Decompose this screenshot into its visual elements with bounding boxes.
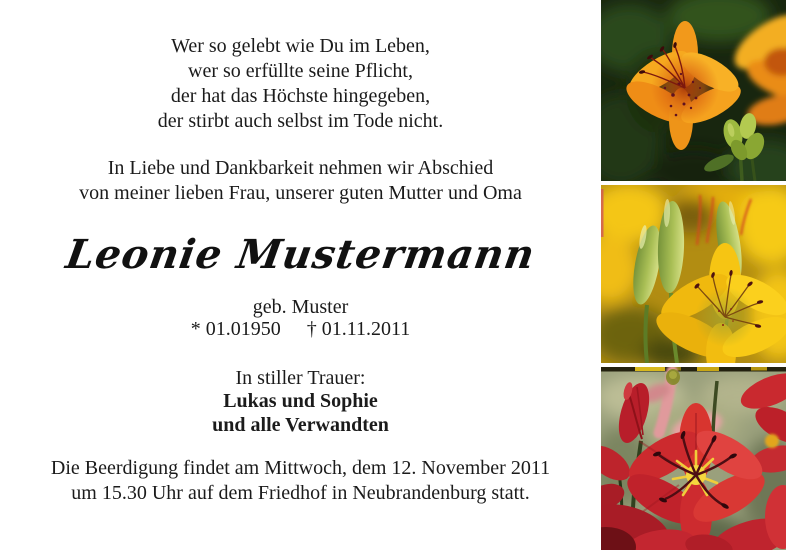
mourner-line: Lukas und Sophie bbox=[223, 390, 378, 412]
farewell-statement bbox=[0, 156, 601, 206]
orange-lily-illustration bbox=[601, 0, 786, 181]
mourners-names bbox=[0, 389, 601, 437]
yellow-lilies-photo bbox=[601, 185, 786, 363]
farewell-line: In Liebe und Dankbarkeit nehmen wir Abschied bbox=[107, 157, 494, 179]
death-date: † 01.11.2011 bbox=[306, 318, 411, 340]
mourner-line: und alle Verwandten bbox=[212, 414, 389, 436]
funeral-details bbox=[0, 456, 601, 506]
maiden-name: geb. Muster bbox=[252, 296, 349, 318]
birth-date: * 01.01950 bbox=[190, 318, 281, 340]
funeral-line: Die Beerdigung findet am Mittwoch, dem 12. November 2011 bbox=[50, 457, 551, 479]
verse-line: wer so erfüllte seine Pflicht, bbox=[188, 60, 413, 82]
life-dates bbox=[0, 317, 601, 342]
farewell-line: von meiner lieben Frau, unserer guten Mutter und Oma bbox=[79, 182, 522, 204]
verse-line: der hat das Höchste hingegeben, bbox=[170, 85, 431, 107]
deceased-name: Leonie Mustermann bbox=[62, 231, 539, 278]
verse-line: der stirbt auch selbst im Tode nicht. bbox=[157, 110, 444, 132]
orange-lily-photo bbox=[601, 0, 786, 181]
memorial-verse bbox=[0, 34, 601, 134]
mourning-intro: In stiller Trauer: bbox=[235, 367, 366, 389]
red-lilies-photo bbox=[601, 367, 786, 550]
yellow-lilies-illustration bbox=[601, 185, 786, 363]
verse-line: Wer so gelebt wie Du im Leben, bbox=[171, 35, 430, 57]
funeral-line: um 15.30 Uhr auf dem Friedhof in Neubrandenburg statt. bbox=[71, 482, 530, 504]
red-lilies-illustration bbox=[601, 367, 786, 550]
